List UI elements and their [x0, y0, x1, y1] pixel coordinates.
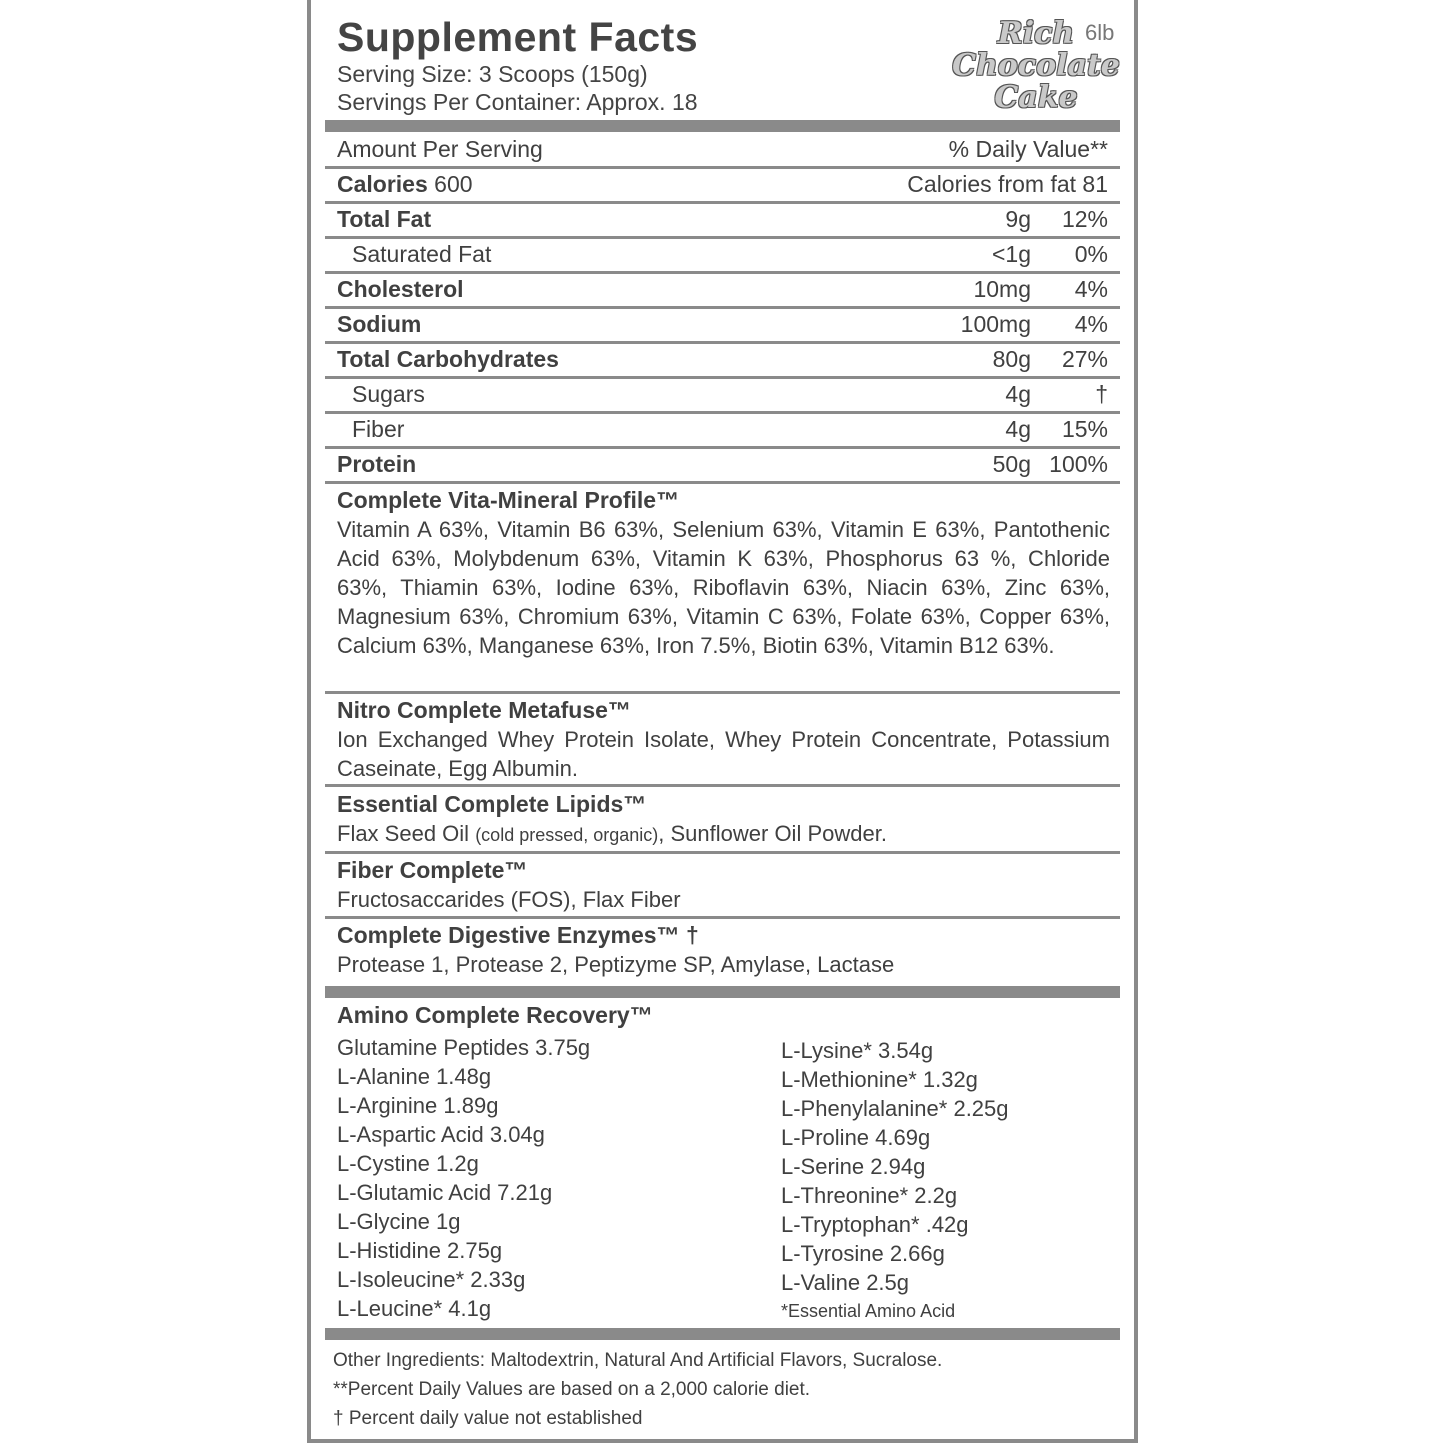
section-body: Vitamin A 63%, Vitamin B6 63%, Selenium 63%, Vitamin E 63%, Pantothenic Acid 63%, Molybdenum 63%, Vitamin K 63%, Phosphorus 63 %, Chloride 63%, Thiamin 63%, Iodine 63%, Riboflavin 63%, Niacin 63%, Zinc 63%, Magnesium 63%, Chromium 63%, Vitamin C 63%, Folate 63%, Copper 63%, Calcium 63%, Manganese 63%, Iron 7.5%, Biotin 63%, Vitamin B12 63%.	[337, 517, 1110, 658]
nutrient-dv: 0%	[1074, 241, 1108, 267]
nutrient-amount: 9g	[1005, 206, 1031, 232]
nutrient-dv: †	[1095, 381, 1108, 407]
section-title: Complete Vita-Mineral Profile™	[337, 487, 680, 513]
metafuse-section	[325, 696, 1120, 787]
nutrient-label: Sodium	[337, 311, 422, 337]
divider-thick	[325, 120, 1120, 132]
nutrient-label: Sugars	[352, 381, 425, 407]
nutrient-dv: 4%	[1074, 276, 1108, 302]
nutrient-dv: 100%	[1049, 451, 1108, 477]
list-item: Glutamine Peptides 3.75g	[337, 1035, 591, 1060]
fiber-section	[325, 856, 1120, 919]
supplement-facts-panel	[307, 0, 1138, 1443]
list-item: L-Serine 2.94g	[781, 1154, 926, 1179]
page-title: Supplement Facts	[337, 14, 699, 60]
list-item: L-Alanine 1.48g	[337, 1064, 492, 1089]
lipids-section	[325, 790, 1120, 854]
amino-list-left	[337, 1033, 590, 1323]
nutrient-label: Total Fat	[337, 206, 432, 232]
nutrient-label: Total Carbohydrates	[337, 346, 559, 372]
section-body: , Sunflower Oil Powder.	[658, 821, 887, 846]
daily-value-label: % Daily Value**	[948, 136, 1108, 162]
amino-list-right	[781, 1036, 1009, 1326]
nutrient-dv: 4%	[1074, 311, 1108, 337]
essential-amino-note: *Essential Amino Acid	[781, 1301, 956, 1321]
list-item: L-Threonine* 2.2g	[781, 1183, 958, 1208]
flavor-line: Rich	[997, 16, 1075, 51]
list-item: L-Valine 2.5g	[781, 1270, 910, 1295]
flavor-line: Chocolate	[952, 48, 1120, 83]
nutrient-amount: 10mg	[973, 276, 1031, 302]
nutrient-amount: 50g	[992, 451, 1031, 477]
calories-from-fat: Calories from fat 81	[907, 171, 1108, 197]
nutrient-row	[325, 378, 1120, 414]
list-item: L-Aspartic Acid 3.04g	[337, 1122, 545, 1147]
container-size: 6lb	[1085, 20, 1115, 45]
calories-row	[325, 168, 1120, 204]
section-body-detail: (cold pressed, organic)	[475, 825, 659, 845]
nutrient-row	[325, 343, 1120, 379]
nutrient-amount: <1g	[991, 241, 1031, 267]
section-title: Essential Complete Lipids™	[337, 791, 647, 817]
nutrient-amount: 4g	[1005, 381, 1031, 407]
nutrient-dv: 12%	[1061, 206, 1108, 232]
section-body: Fructosaccarides (FOS), Flax Fiber	[337, 887, 681, 912]
section-title: Complete Digestive Enzymes™ †	[337, 922, 699, 948]
nutrient-label: Cholesterol	[337, 276, 464, 302]
calories-value: 600	[434, 171, 473, 197]
nutrient-amount: 80g	[992, 346, 1031, 372]
nutrient-row	[325, 273, 1120, 309]
list-item: L-Lysine* 3.54g	[781, 1038, 934, 1063]
nutrient-dv: 15%	[1061, 416, 1108, 442]
nutrient-row	[325, 448, 1120, 484]
nutrient-dv: 27%	[1061, 346, 1108, 372]
vita-mineral-section	[325, 486, 1120, 694]
nutrient-label: Fiber	[352, 416, 405, 442]
divider-thick	[325, 1328, 1120, 1340]
list-item: L-Phenylalanine* 2.25g	[781, 1096, 1009, 1121]
list-item: L-Isoleucine* 2.33g	[337, 1267, 526, 1292]
section-body: Protease 1, Protease 2, Peptizyme SP, Amylase, Lactase	[337, 952, 895, 977]
table-header-row	[325, 133, 1120, 169]
divider-thick	[325, 986, 1120, 998]
nutrient-row	[325, 413, 1120, 449]
list-item: L-Glycine 1g	[337, 1209, 461, 1234]
list-item: L-Leucine* 4.1g	[337, 1296, 492, 1321]
nutrient-amount: 100mg	[960, 311, 1031, 337]
list-item: L-Cystine 1.2g	[337, 1151, 479, 1176]
list-item: L-Glutamic Acid 7.21g	[337, 1180, 553, 1205]
other-ingredients: Other Ingredients: Maltodextrin, Natural And Artificial Flavors, Sucralose.	[333, 1350, 943, 1371]
nutrient-row	[325, 238, 1120, 274]
calories-label: Calories	[337, 171, 428, 197]
nutrient-label: Saturated Fat	[352, 241, 492, 267]
serving-size: Serving Size: 3 Scoops (150g)	[337, 61, 648, 87]
flavor-line: Cake	[994, 80, 1078, 115]
daily-value-footnote: **Percent Daily Values are based on a 2,000 calorie diet.	[333, 1379, 811, 1400]
section-body: Flax Seed Oil	[337, 821, 470, 846]
amount-per-serving-label: Amount Per Serving	[337, 136, 543, 162]
section-title: Fiber Complete™	[337, 857, 528, 883]
amino-title: Amino Complete Recovery™	[337, 1002, 653, 1028]
nutrient-amount: 4g	[1005, 416, 1031, 442]
nutrient-row	[325, 203, 1120, 239]
list-item: L-Tryptophan* .42g	[781, 1212, 969, 1237]
list-item: L-Histidine 2.75g	[337, 1238, 503, 1263]
list-item: L-Arginine 1.89g	[337, 1093, 499, 1118]
list-item: L-Tyrosine 2.66g	[781, 1241, 945, 1266]
nutrient-row	[325, 308, 1120, 344]
list-item: L-Methionine* 1.32g	[781, 1067, 978, 1092]
nutrient-label: Protein	[337, 451, 417, 477]
section-title: Nitro Complete Metafuse™	[337, 697, 631, 723]
servings-per-container: Servings Per Container: Approx. 18	[337, 89, 698, 115]
section-body: Ion Exchanged Whey Protein Isolate, Whey Protein Concentrate, Potassium Caseinate, Egg Albumin.	[337, 727, 1110, 781]
dagger-footnote: † Percent daily value not established	[333, 1408, 643, 1429]
enzymes-section	[325, 921, 1120, 981]
list-item: L-Proline 4.69g	[781, 1125, 931, 1150]
